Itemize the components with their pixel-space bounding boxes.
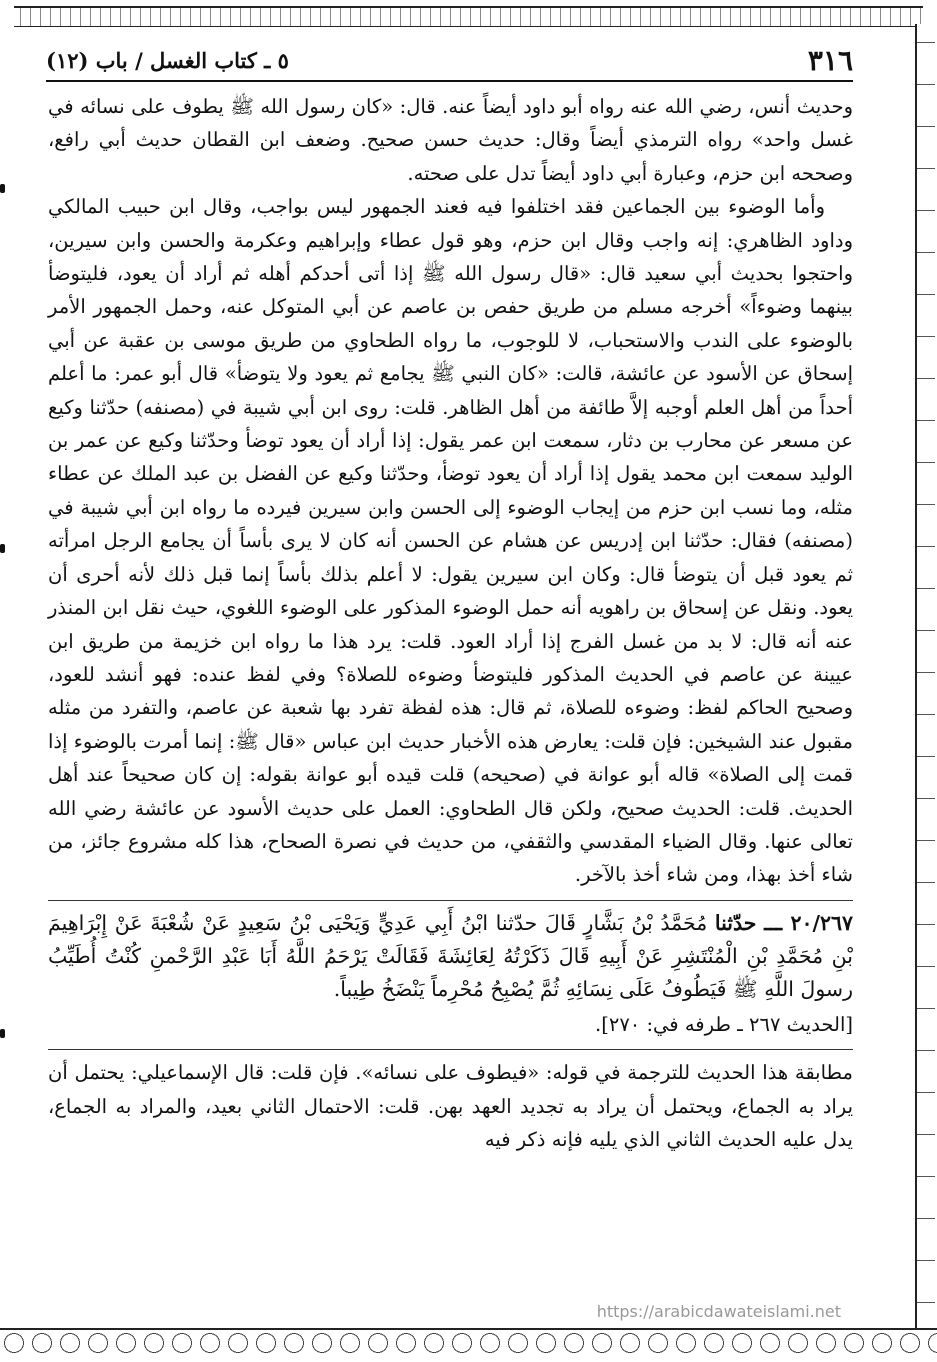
left-page-edge	[0, 24, 6, 1328]
hadith-narration-head: حدّثنا	[714, 910, 757, 935]
top-ornamental-border	[14, 6, 923, 27]
hadith-number: ٢٠/٢٦٧ ـــ	[764, 910, 854, 935]
bottom-ornamental-border	[0, 1328, 937, 1356]
watermark-url: https://arabicdawateislami.net	[596, 1302, 841, 1321]
paragraph: وأما الوضوء بين الجماعين فقد اختلفوا فيه فعند الجمهور ليس بواجب، وقال ابن حبيب المالكي وداود الظاهري: إنه واجب وقال ابن حزم، وهو قول عطاء وإبراهيم وعكرمة والحسن وابن سيرين، واحتجوا بحديث أبي سعيد قال: «قال رسول الله ﷺ إذا أتى أحدكم أهله ثم أراد أن يعود، فليتوضأ بينهما وضوءاً» أخرجه مسلم من طريق حفص بن عاصم عن أبي المتوكل عنه، وحمل الجمهور الأمر بالوضوء على الندب والاستحباب، لا للوجوب، ما رواه الطحاوي من طريق موسى بن عقبة عن أبي إسحاق عن الأسود عن عائشة، قالت: «كان النبي ﷺ يجامع ثم يعود ولا يتوضأ» قال أبو عمر: ما أعلم أحداً من أهل العلم أوجبه إلاَّ طائفة من أهل الظاهر. قلت: روى ابن أبي شيبة في (مصنفه) حدّثنا وكيع عن مسعر عن محارب بن دثار، سمعت ابن عمر يقول: إذا أراد أن يعود توضأ وحدّثنا وكيع عن عمر بن الوليد سمعت ابن محمد يقول إذا أراد أن يعود توضأ، وحدّثنا وكيع عن الفضل بن عبد الملك عن عطاء مثله، وما نسب ابن حزم من إيجاب الوضوء إلى الحسن وابن سيرين فيرده ما رواه ابن أبي شيبة في (مصنفه) فقال: حدّثنا ابن إدريس عن هشام عن الحسن أنه كان لا يرى بأساً أن يجامع الرجل امرأته ثم يعود قبل أن يتوضأ قال: وكان ابن سيرين يقول: لا أعلم بذلك بأساً إنما قبل ذلك لأنه أحرى أن يعود. ونقل عن إسحاق بن راهويه أنه حمل الوضوء المذكور على الوضوء اللغوي، حيث نقل ابن المنذر عنه أنه قال: لا بد من غسل الفرج إذا أراد العود. قلت: يرد هذا ما رواه ابن خزيمة من طريق ابن عيينة عن عاصم في الحديث المذكور فليتوضأ وضوءه للصلاة؟ وفي لفظ عنده: فهو أنشد للعود، وصحيح الحاكم لفظ: وضوءه للصلاة، ثم قال: هذه لفظة تفرد بها شعبة عن عاصم، والتفرد من مثله مقبول عند الشيخين: فإن قلت: يعارض هذه الأخبار حديث ابن عباس «قال ﷺ: إنما أمرت بالوضوء إذا قمت إلى الصلاة» قاله أبو عوانة في (صحيحه) قلت قيده أبو عوانة بقوله: إن كان صحيحاً عند أهل الحديث. قلت: الحديث صحيح، ولكن قال الطحاوي: العمل على حديث الأسود عن عائشة رضي الله تعالى عنها. وقال الضياء المقدسي والثقفي، من حديث في نصرة الصحاح، هذا كله مشروع جائز، من شاء أخذ بهذا، ومن شاء أخذ بالآخر.	[48, 195, 853, 887]
hadith-body: مُحَمَّدُ بْنُ بَشَّارٍ قَالَ حدّثنا ابْنُ أَبِي عَدِيٍّ وَيَحْيَى بْنُ سَعِيدٍ عَنْ شُعْبَةَ عَنْ إِبْرَاهِيمَ بْنِ مُحَمَّدِ بْنِ الْمُنْتَشِرِ عَنْ أَبِيهِ قَالَ ذَكَرْتُهُ لِعَائِشَةَ فَقَالَتْ يَرْحَمُ اللَّهُ أَبَا عَبْدِ الرَّحْمنِ كُنْتُ أُطَيِّبُ رسولَ اللَّهِ ﷺ فَيَطُوفُ عَلَى نِسَائِهِ ثُمَّ يُصْبِحُ مُحْرِماً يَنْضَخُ طِيباً.	[48, 910, 853, 1001]
edge-mark	[0, 1029, 5, 1038]
edge-mark	[0, 544, 5, 553]
page-body	[48, 90, 853, 1156]
hadith-text	[48, 900, 853, 1006]
hadith-reference: [الحديث ٢٦٧ ـ طرفه في: ٢٧٠].	[595, 1012, 853, 1036]
page-header	[46, 40, 853, 82]
edge-mark	[0, 184, 5, 193]
page-number: ٣١٦	[807, 43, 853, 77]
right-ornamental-border	[915, 24, 935, 1328]
paragraph: وحديث أنس، رضي الله عنه رواه أبو داود أيضاً عنه. قال: «كان رسول الله ﷺ يطوف على نسائه في غسل واحد» رواه الترمذي أيضاً وقال: حديث حسن صحيح. وضعف ابن القطان حديث أبي رافع، وصححه ابن حزم، وعبارة أبي داود أيضاً تدل على صحته.	[48, 95, 853, 185]
running-title: ٥ ـ كتاب الغسل / باب (١٢)	[46, 47, 289, 73]
commentary: مطابقة هذا الحديث للترجمة في قوله: «فيطوف على نسائه». فإن قلت: قال الإسماعيلي: يحتمل أن يراد به الجماع، ويحتمل أن يراد به تجديد العهد بهن. قلت: الاحتمال الثاني بعيد، والمراد به الجماع، يدل عليه الحديث الثاني الذي يليه فإنه ذكر فيه	[48, 1049, 853, 1156]
